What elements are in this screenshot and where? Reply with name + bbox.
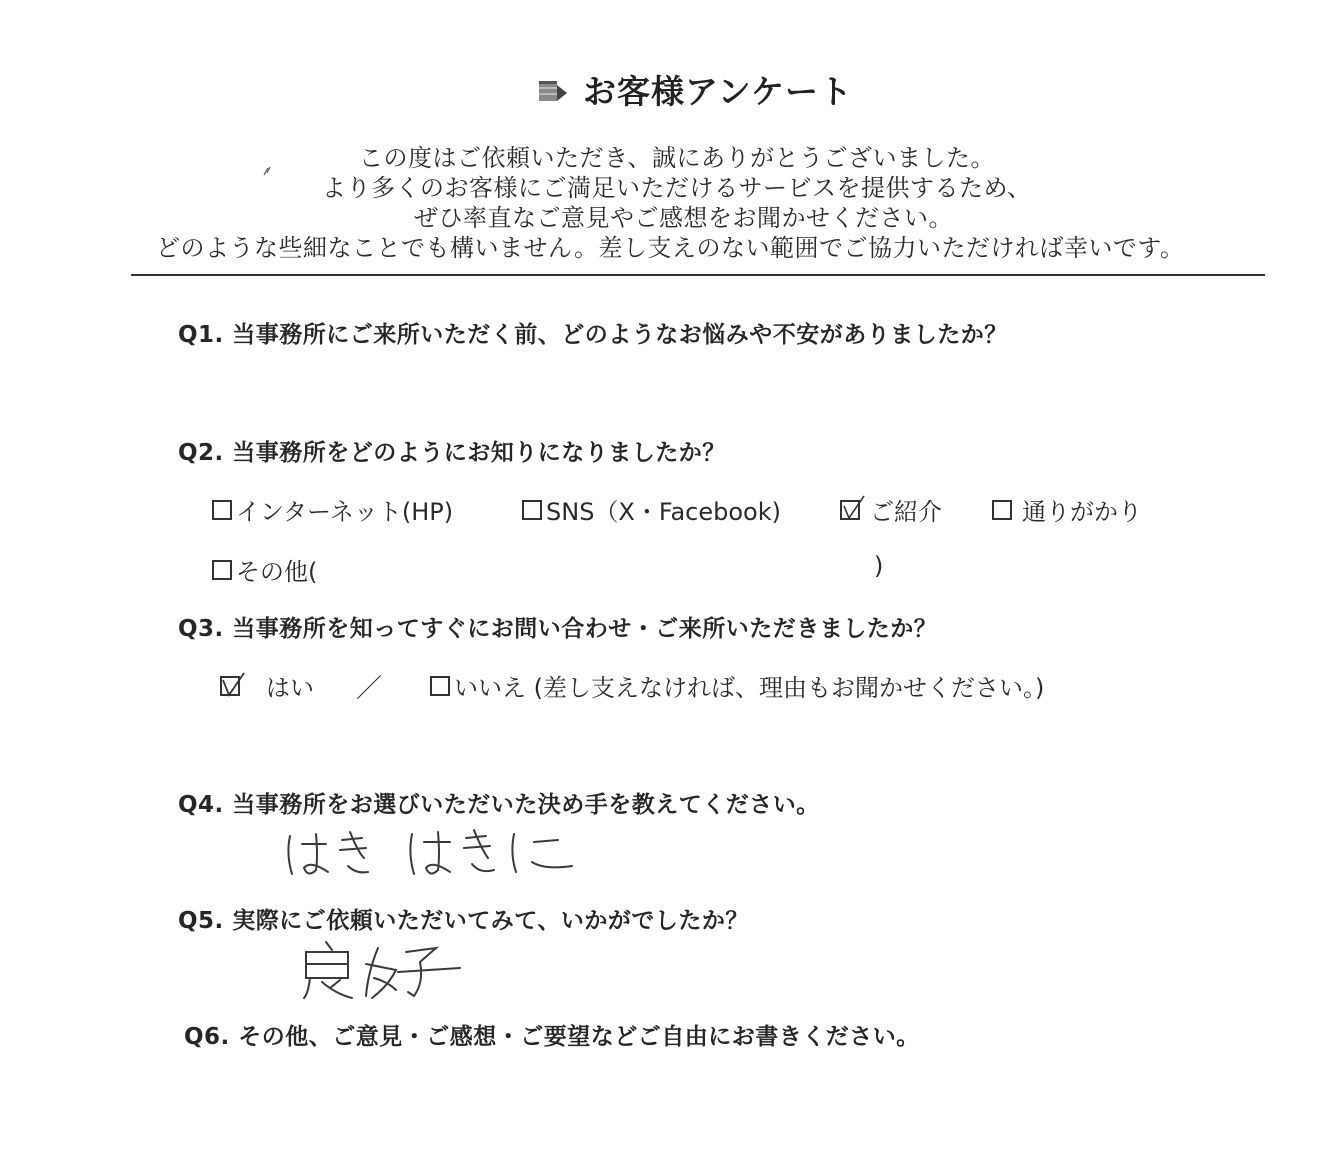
q2-option-internet-label: インターネット(HP) [236, 498, 454, 526]
checkbox-no[interactable] [430, 676, 450, 696]
pencil-icon [535, 73, 569, 107]
q2-option-passing-by[interactable] [992, 492, 1142, 527]
q2-option-other-label: その他( [236, 558, 318, 586]
checkbox-referral[interactable] [840, 500, 860, 520]
checkbox-internet[interactable] [212, 500, 232, 520]
checkbox-other[interactable] [212, 560, 232, 580]
question-3: Q3. 当事務所を知ってすぐにお問い合わせ・ご来所いただきましたか？ [178, 616, 938, 642]
q2-option-referral[interactable] [840, 492, 942, 527]
question-1: Q1. 当事務所にご来所いただく前、どのようなお悩みや不安がありましたか？ [178, 322, 1008, 348]
header-divider [131, 274, 1265, 276]
q2-option-other[interactable] [212, 552, 317, 587]
q3-separator: ／ [356, 674, 383, 704]
check-mark-icon [838, 492, 868, 522]
q3-option-yes[interactable] [220, 668, 314, 703]
survey-title-text: お客様アンケート [583, 72, 854, 111]
q2-option-sns[interactable] [522, 492, 781, 527]
q2-option-passing-by-label: 通りがかり [1022, 498, 1142, 526]
question-6: Q6. その他、ご意見・ご感想・ご要望などご自由にお書きください。 [184, 1024, 920, 1050]
question-5: Q5. 実際にご依頼いただいてみて、いかがでしたか？ [178, 908, 749, 934]
stray-pen-mark [262, 165, 272, 177]
q3-option-yes-label: はい [266, 674, 314, 702]
q5-handwritten-answer [296, 938, 466, 1004]
intro-line-4: どのような些細なことでも構いません。差し支えのない範囲でご協力いただければ幸いです。 [156, 234, 1185, 262]
question-2: Q2. 当事務所をどのようにお知りになりましたか？ [178, 440, 726, 466]
checkbox-passing-by[interactable] [992, 500, 1012, 520]
q2-option-other-close: ) [874, 552, 884, 580]
checkbox-yes[interactable] [220, 676, 240, 696]
intro-line-2: より多くのお客様にご満足いただけるサービスを提供するため、 [322, 174, 1032, 202]
q3-option-no-label: いいえ (差し支えなければ、理由もお聞かせください。) [454, 674, 1045, 702]
checkbox-sns[interactable] [522, 500, 542, 520]
q3-option-no[interactable] [430, 668, 1044, 703]
intro-line-3: ぜひ率直なご意見やご感想をお聞かせください。 [414, 204, 953, 232]
check-mark-icon [218, 668, 248, 698]
survey-title [535, 66, 853, 113]
question-4: Q4. 当事務所をお選びいただいた決め手を教えてください。 [178, 792, 820, 818]
q2-option-sns-label: SNS（X・Facebook) [546, 498, 781, 526]
q2-option-referral-label: ご紹介 [870, 498, 942, 526]
q4-handwritten-answer [280, 826, 590, 882]
q2-option-internet[interactable] [212, 492, 453, 527]
intro-line-1: この度はご依頼いただき、誠にありがとうございました。 [359, 144, 996, 172]
